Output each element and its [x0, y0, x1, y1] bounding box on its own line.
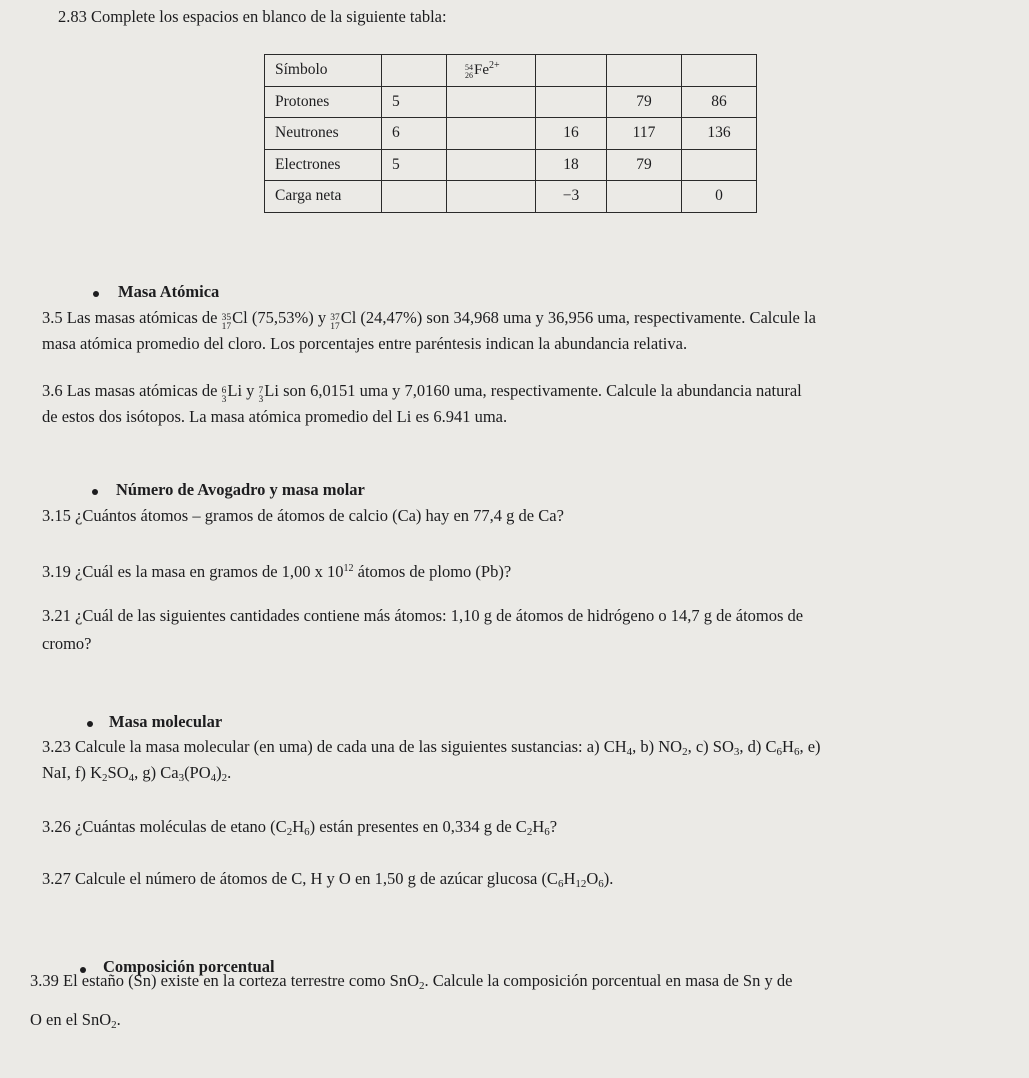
mass-number: 37 [330, 313, 340, 323]
text: 3.5 Las masas atómicas de [42, 308, 222, 327]
row-label: Símbolo [265, 55, 382, 87]
bullet-icon [93, 291, 99, 297]
problem-3-5-line1 [42, 307, 816, 332]
text: SO [107, 763, 129, 782]
text: ) están presentes en 0,334 g de C [309, 817, 527, 836]
text: ). [603, 869, 614, 888]
subscript: 2 [286, 826, 293, 838]
table-cell [382, 181, 447, 213]
table-cell [536, 86, 607, 118]
table-cell: 16 [536, 118, 607, 150]
text: H [292, 817, 305, 836]
fe-ion-symbol [465, 62, 500, 79]
text: O en el SnO [30, 1010, 112, 1029]
text: 3.39 El estaño (Sn) existe en la corteza terrestre como SnO [30, 971, 419, 990]
subscript: 12 [575, 878, 587, 890]
text: y [242, 381, 259, 400]
table-cell: 79 [607, 149, 682, 181]
subscript: 3 [178, 772, 185, 784]
isotope-cl35 [222, 307, 248, 332]
element: Cl [232, 308, 248, 327]
table-cell: 5 [382, 149, 447, 181]
atomic-number: 3 [258, 395, 264, 405]
problem-3-6-line2: de estos dos isótopos. La masa atómica promedio del Li es 6.941 uma. [42, 407, 508, 426]
fe-mass-number: 54 [465, 63, 473, 73]
table-row [265, 149, 757, 181]
subscript: 6 [776, 746, 783, 758]
section-heading-composicion: Composición porcentual [103, 957, 275, 976]
subscript: 6 [544, 826, 550, 838]
text: , e) [799, 737, 821, 756]
element: Li [227, 381, 243, 400]
text: (75,53%) y [247, 308, 331, 327]
element: Li [264, 381, 279, 400]
isotope-li7 [259, 380, 279, 405]
table-cell [607, 55, 682, 87]
section-heading-masa-atomica: Masa Atómica [118, 282, 220, 301]
exponent: 12 [343, 563, 354, 574]
text: H [563, 869, 576, 888]
fe-charge: 2+ [489, 60, 500, 72]
text: (24,47%) son 34,968 uma y 36,956 uma, respectivamente. Calcule la [356, 308, 816, 327]
problem-3-23-line2 [42, 762, 231, 784]
text: 3.19 ¿Cuál es la masa en gramos de 1,00 x 10 [42, 562, 344, 581]
subscript: 2 [111, 1019, 117, 1031]
row-label: Carga neta [265, 181, 382, 213]
subscript: 2 [102, 772, 108, 784]
row-label: Neutrones [265, 118, 382, 150]
text: (PO [184, 763, 211, 782]
fe-element: Fe [474, 62, 489, 79]
isotope-cl37 [330, 307, 356, 332]
text: . [116, 1010, 121, 1029]
table-cell [447, 149, 536, 181]
subscript: 2 [526, 826, 533, 838]
atomic-number: 17 [330, 322, 340, 332]
subscript: 6 [304, 826, 310, 838]
text: , d) C [739, 737, 777, 756]
table-cell: 0 [682, 181, 757, 213]
subscript: 4 [210, 772, 217, 784]
table-cell [536, 55, 607, 87]
text: 3.23 Calcule la masa molecular (en uma) de cada una de las siguientes sustancias: a) CH [42, 737, 627, 756]
subscript: 6 [598, 878, 604, 890]
subscript: 2 [682, 746, 688, 758]
table-cell [607, 181, 682, 213]
text: H [782, 737, 794, 756]
exercise-title: 2.83 Complete los espacios en blanco de la siguiente tabla: [58, 7, 447, 26]
problem-3-39-line2 [30, 1009, 121, 1031]
table-cell: 18 [536, 149, 607, 181]
problem-3-27 [42, 868, 613, 890]
problem-3-21-line1: 3.21 ¿Cuál de las siguientes cantidades contiene más átomos: 1,10 g de átomos de hidrógeno o 14,7 g de átomos de [42, 606, 804, 625]
text: ? [549, 817, 558, 836]
text: 3.27 Calcule el número de átomos de C, H y O en 1,50 g de azúcar glucosa (C [42, 869, 558, 888]
problem-3-39-line1 [30, 970, 792, 992]
table-cell [682, 149, 757, 181]
table-cell: 117 [607, 118, 682, 150]
atomic-number: 3 [221, 395, 227, 405]
table-cell [447, 118, 536, 150]
ion-table [264, 54, 757, 213]
problem-3-21-line2: cromo? [42, 634, 92, 653]
text: , c) SO [687, 737, 734, 756]
element: Cl [340, 308, 357, 327]
text: ) [216, 763, 222, 782]
problem-3-19 [42, 561, 511, 583]
text: H [532, 817, 545, 836]
text: NaI, f) K [42, 763, 103, 782]
table-row [265, 181, 757, 213]
row-label: Protones [265, 86, 382, 118]
text: son 6,0151 uma y 7,0160 uma, respectivamente. Calcule la abundancia natural [278, 381, 802, 400]
problem-3-15: 3.15 ¿Cuántos átomos – gramos de átomos de calcio (Ca) hay en 77,4 g de Ca? [42, 506, 564, 525]
subscript: 3 [733, 746, 740, 758]
table-cell [382, 55, 447, 87]
subscript: 6 [557, 878, 564, 890]
table-cell: 5 [382, 86, 447, 118]
table-cell: 6 [382, 118, 447, 150]
subscript: 2 [221, 772, 228, 784]
section-heading-masa-molecular: Masa molecular [109, 712, 223, 731]
text: O [586, 869, 599, 888]
text: , b) NO [632, 737, 683, 756]
fe-ion-cell [447, 55, 536, 87]
table-row [265, 118, 757, 150]
mass-number: 35 [221, 313, 232, 323]
problem-3-26 [42, 816, 557, 838]
mass-number: 7 [258, 386, 264, 396]
table-cell: 136 [682, 118, 757, 150]
bullet-icon [87, 721, 93, 727]
atomic-number: 17 [221, 322, 232, 332]
table-cell [447, 181, 536, 213]
text: 3.26 ¿Cuántas moléculas de etano (C [42, 817, 287, 836]
problem-3-6-line1 [42, 380, 802, 405]
text: . Calcule la composición porcentual en masa de Sn y de [424, 971, 793, 990]
text: . [227, 763, 232, 782]
section-heading-avogadro: Número de Avogadro y masa molar [116, 480, 365, 499]
subscript: 4 [128, 772, 135, 784]
problem-3-23-line1 [42, 736, 821, 758]
text: , g) Ca [134, 763, 179, 782]
table-cell: 86 [682, 86, 757, 118]
fe-atomic-number: 26 [465, 70, 473, 80]
mass-number: 6 [221, 386, 227, 396]
row-label: Electrones [265, 149, 382, 181]
table-cell: 79 [607, 86, 682, 118]
isotope-li6 [222, 380, 242, 405]
text: átomos de plomo (Pb)? [353, 562, 512, 581]
table-row [265, 55, 757, 87]
text: 3.6 Las masas atómicas de [42, 381, 222, 400]
table-cell [447, 86, 536, 118]
subscript: 6 [793, 746, 800, 758]
bullet-icon [92, 489, 98, 495]
table-row [265, 86, 757, 118]
subscript: 2 [419, 980, 425, 992]
table-cell [682, 55, 757, 87]
problem-3-5-line2: masa atómica promedio del cloro. Los porcentajes entre paréntesis indican la abundancia relativa. [42, 334, 688, 353]
table-cell: −3 [536, 181, 607, 213]
subscript: 4 [626, 746, 633, 758]
